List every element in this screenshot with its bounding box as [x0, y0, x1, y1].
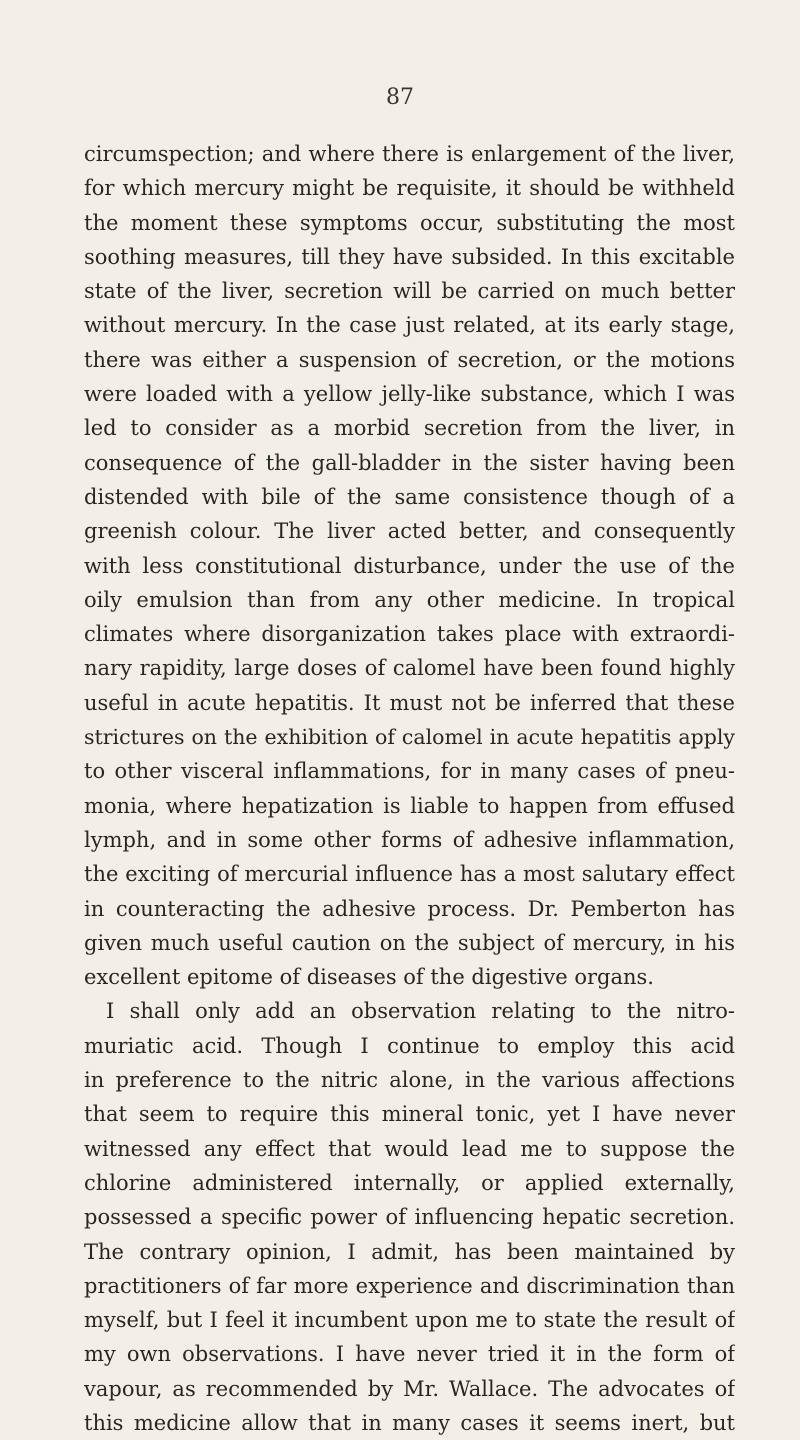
- text-line: for which mercury might be requisite, it should be withheld: [84, 176, 735, 201]
- text-line: there was either a suspension of secretion, or the motions: [84, 347, 735, 372]
- text-line: this medicine allow that in many cases it seems inert, but: [84, 1410, 735, 1435]
- text-line: I shall only add an observation relating to the nitro-: [106, 999, 735, 1024]
- text-line: without mercury. In the case just related, at its early stage,: [84, 313, 735, 338]
- text-line: led to consider as a morbid secretion from the liver, in: [84, 416, 735, 441]
- text-line: witnessed any effect that would lead me to suppose the: [84, 1136, 735, 1161]
- text-line: given much useful caution on the subject of mercury, in his: [84, 930, 735, 955]
- text-line: vapour, as recommended by Mr. Wallace. The advocates of: [84, 1376, 735, 1401]
- text-line: that seem to require this mineral tonic, yet I have never: [84, 1102, 735, 1127]
- text-line: consequence of the gall-bladder in the sister having been: [84, 450, 735, 475]
- text-line: myself, but I feel it incumbent upon me to state the result of: [84, 1308, 735, 1333]
- body-text: [84, 137, 735, 1440]
- page-number: 87: [386, 85, 414, 110]
- text-line: climates where disorganization takes place with extraordi-: [84, 622, 735, 647]
- text-line: monia, where hepatization is liable to happen from effused: [84, 793, 735, 818]
- text-line: useful in acute hepatitis. It must not be inferred that these: [84, 690, 735, 715]
- text-line: state of the liver, secretion will be carried on much better: [84, 279, 735, 304]
- text-line: practitioners of far more experience and discrimination than: [84, 1273, 735, 1298]
- text-line: the moment these symptoms occur, substituting the most: [84, 210, 735, 235]
- text-line: possessed a specific power of influencing hepatic secretion.: [84, 1205, 735, 1230]
- text-line: The contrary opinion, I admit, has been maintained by: [84, 1239, 735, 1264]
- text-line: greenish colour. The liver acted better, and consequently: [84, 519, 735, 544]
- text-line: excellent epitome of diseases of the digestive organs.: [84, 965, 654, 990]
- text-line: lymph, and in some other forms of adhesive inflammation,: [84, 827, 735, 852]
- text-line: were loaded with a yellow jelly-like substance, which I was: [84, 382, 735, 407]
- text-line: circumspection; and where there is enlargement of the liver,: [84, 142, 735, 166]
- text-line: distended with bile of the same consistence though of a: [84, 484, 735, 509]
- text-line: with less constitutional disturbance, under the use of the: [84, 553, 735, 578]
- text-line: oily emulsion than from any other medicine. In tropical: [84, 587, 735, 612]
- text-line: in counteracting the adhesive process. Dr. Pemberton has: [84, 896, 735, 921]
- text-line: in preference to the nitric alone, in the various affections: [84, 1068, 735, 1093]
- text-line: my own observations. I have never tried it in the form of: [84, 1342, 735, 1367]
- text-line: nary rapidity, large doses of calomel have been found highly: [84, 656, 735, 681]
- text-line: strictures on the exhibition of calomel in acute hepatitis apply: [84, 725, 735, 750]
- text-line: muriatic acid. Though I continue to employ this acid: [84, 1033, 735, 1058]
- text-line: soothing measures, till they have subsided. In this excitable: [84, 244, 735, 269]
- text-line: chlorine administered internally, or applied externally,: [84, 1170, 735, 1195]
- text-line: to other visceral inflammations, for in many cases of pneu-: [84, 759, 735, 784]
- text-line: the exciting of mercurial influence has a most salutary effect: [84, 862, 735, 887]
